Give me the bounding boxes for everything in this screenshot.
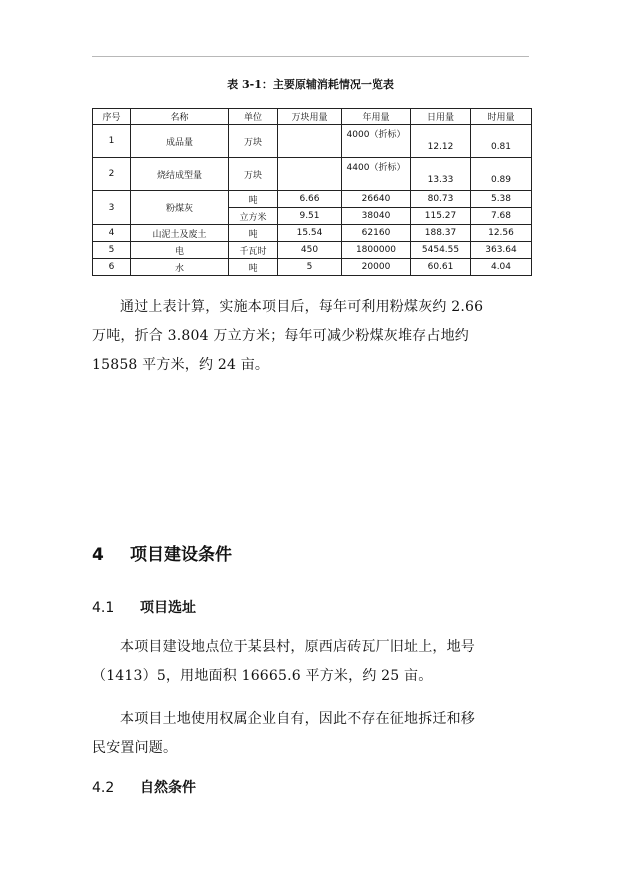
cell-daily: 5454.55 <box>411 242 471 259</box>
header-hourly: 时用量 <box>471 109 532 125</box>
paragraph-line: 本项目土地使用权属企业自有，因此不存在征地拆迁和移 <box>120 711 475 727</box>
cell-per-10k: 9.51 <box>278 208 342 225</box>
cell-per-10k: 15.54 <box>278 225 342 242</box>
cell-annual: 1800000 <box>342 242 411 259</box>
cell-hourly: 4.04 <box>471 259 532 276</box>
section-title: 项目建设条件 <box>130 545 232 565</box>
cell-no: 2 <box>93 158 131 191</box>
cell-annual: 20000 <box>342 259 411 276</box>
cell-per-10k <box>278 125 342 158</box>
cell-daily: 80.73 <box>411 191 471 208</box>
cell-per-10k: 5 <box>278 259 342 276</box>
cell-annual: 26640 <box>342 191 411 208</box>
paragraph-line: 通过上表计算，实施本项目后，每年可利用粉煤灰约 2.66 <box>120 299 484 315</box>
paragraph-line: 本项目建设地点位于某县村，原西店砖瓦厂旧址上，地号 <box>120 639 475 655</box>
paragraph-line: （1413）5，用地面积 16665.6 平方米，约 25 亩。 <box>92 668 433 684</box>
cell-no: 3 <box>93 191 131 225</box>
section-number: 4.2 <box>92 780 115 796</box>
paragraph-line: 15858 平方米，约 24 亩。 <box>92 357 270 373</box>
table-row <box>93 125 532 158</box>
cell-hourly: 5.38 <box>471 191 532 208</box>
cell-name: 水 <box>131 259 229 276</box>
cell-no: 6 <box>93 259 131 276</box>
section-4-heading <box>92 540 232 565</box>
section-4-1-heading <box>92 597 196 617</box>
header-name: 名称 <box>131 109 229 125</box>
cell-daily: 13.33 <box>411 158 471 191</box>
cell-per-10k <box>278 158 342 191</box>
header-unit: 单位 <box>229 109 278 125</box>
cell-no: 1 <box>93 125 131 158</box>
paragraph-line: 民安置问题。 <box>92 740 178 756</box>
cell-per-10k: 6.66 <box>278 191 342 208</box>
section-title: 项目选址 <box>140 600 196 616</box>
cell-no: 4 <box>93 225 131 242</box>
section-4-2-heading <box>92 777 196 797</box>
cell-daily: 12.12 <box>411 125 471 158</box>
cell-hourly: 363.64 <box>471 242 532 259</box>
paragraph-calculation <box>92 293 532 380</box>
table-header-row <box>93 109 532 125</box>
paragraph-land <box>92 705 532 763</box>
cell-name: 山泥土及废土 <box>131 225 229 242</box>
cell-hourly: 0.89 <box>471 158 532 191</box>
section-number: 4.1 <box>92 600 115 616</box>
paragraph-line: 万吨，折合 3.804 万立方米；每年可减少粉煤灰堆存占地约 <box>92 328 469 344</box>
paragraph-site <box>92 633 532 691</box>
section-number: 4 <box>92 545 104 565</box>
cell-hourly: 12.56 <box>471 225 532 242</box>
table-row <box>93 242 532 259</box>
section-title: 自然条件 <box>140 780 196 796</box>
cell-per-10k: 450 <box>278 242 342 259</box>
cell-unit: 吨 <box>229 225 278 242</box>
cell-unit: 千瓦时 <box>229 242 278 259</box>
cell-name: 成品量 <box>131 125 229 158</box>
cell-unit: 万块 <box>229 158 278 191</box>
page-header-rule <box>92 56 529 57</box>
table-title: 表 3-1：主要原辅消耗情况一览表 <box>227 78 394 91</box>
cell-unit: 万块 <box>229 125 278 158</box>
table-row <box>93 158 532 191</box>
header-per-10k: 万块用量 <box>278 109 342 125</box>
cell-unit: 吨 <box>229 259 278 276</box>
cell-name: 电 <box>131 242 229 259</box>
consumption-table <box>92 108 532 276</box>
cell-name: 粉煤灰 <box>131 191 229 225</box>
cell-unit: 立方米 <box>229 208 278 225</box>
cell-daily: 60.61 <box>411 259 471 276</box>
header-no: 序号 <box>93 109 131 125</box>
cell-annual: 4400（折标） <box>342 158 411 191</box>
cell-hourly: 7.68 <box>471 208 532 225</box>
table-row <box>93 259 532 276</box>
table-row <box>93 225 532 242</box>
table-row <box>93 191 532 208</box>
header-daily: 日用量 <box>411 109 471 125</box>
cell-annual: 4000（折标） <box>342 125 411 158</box>
cell-daily: 115.27 <box>411 208 471 225</box>
cell-annual: 62160 <box>342 225 411 242</box>
cell-daily: 188.37 <box>411 225 471 242</box>
cell-annual: 38040 <box>342 208 411 225</box>
cell-name: 烧结成型量 <box>131 158 229 191</box>
cell-hourly: 0.81 <box>471 125 532 158</box>
cell-no: 5 <box>93 242 131 259</box>
header-annual: 年用量 <box>342 109 411 125</box>
cell-unit: 吨 <box>229 191 278 208</box>
